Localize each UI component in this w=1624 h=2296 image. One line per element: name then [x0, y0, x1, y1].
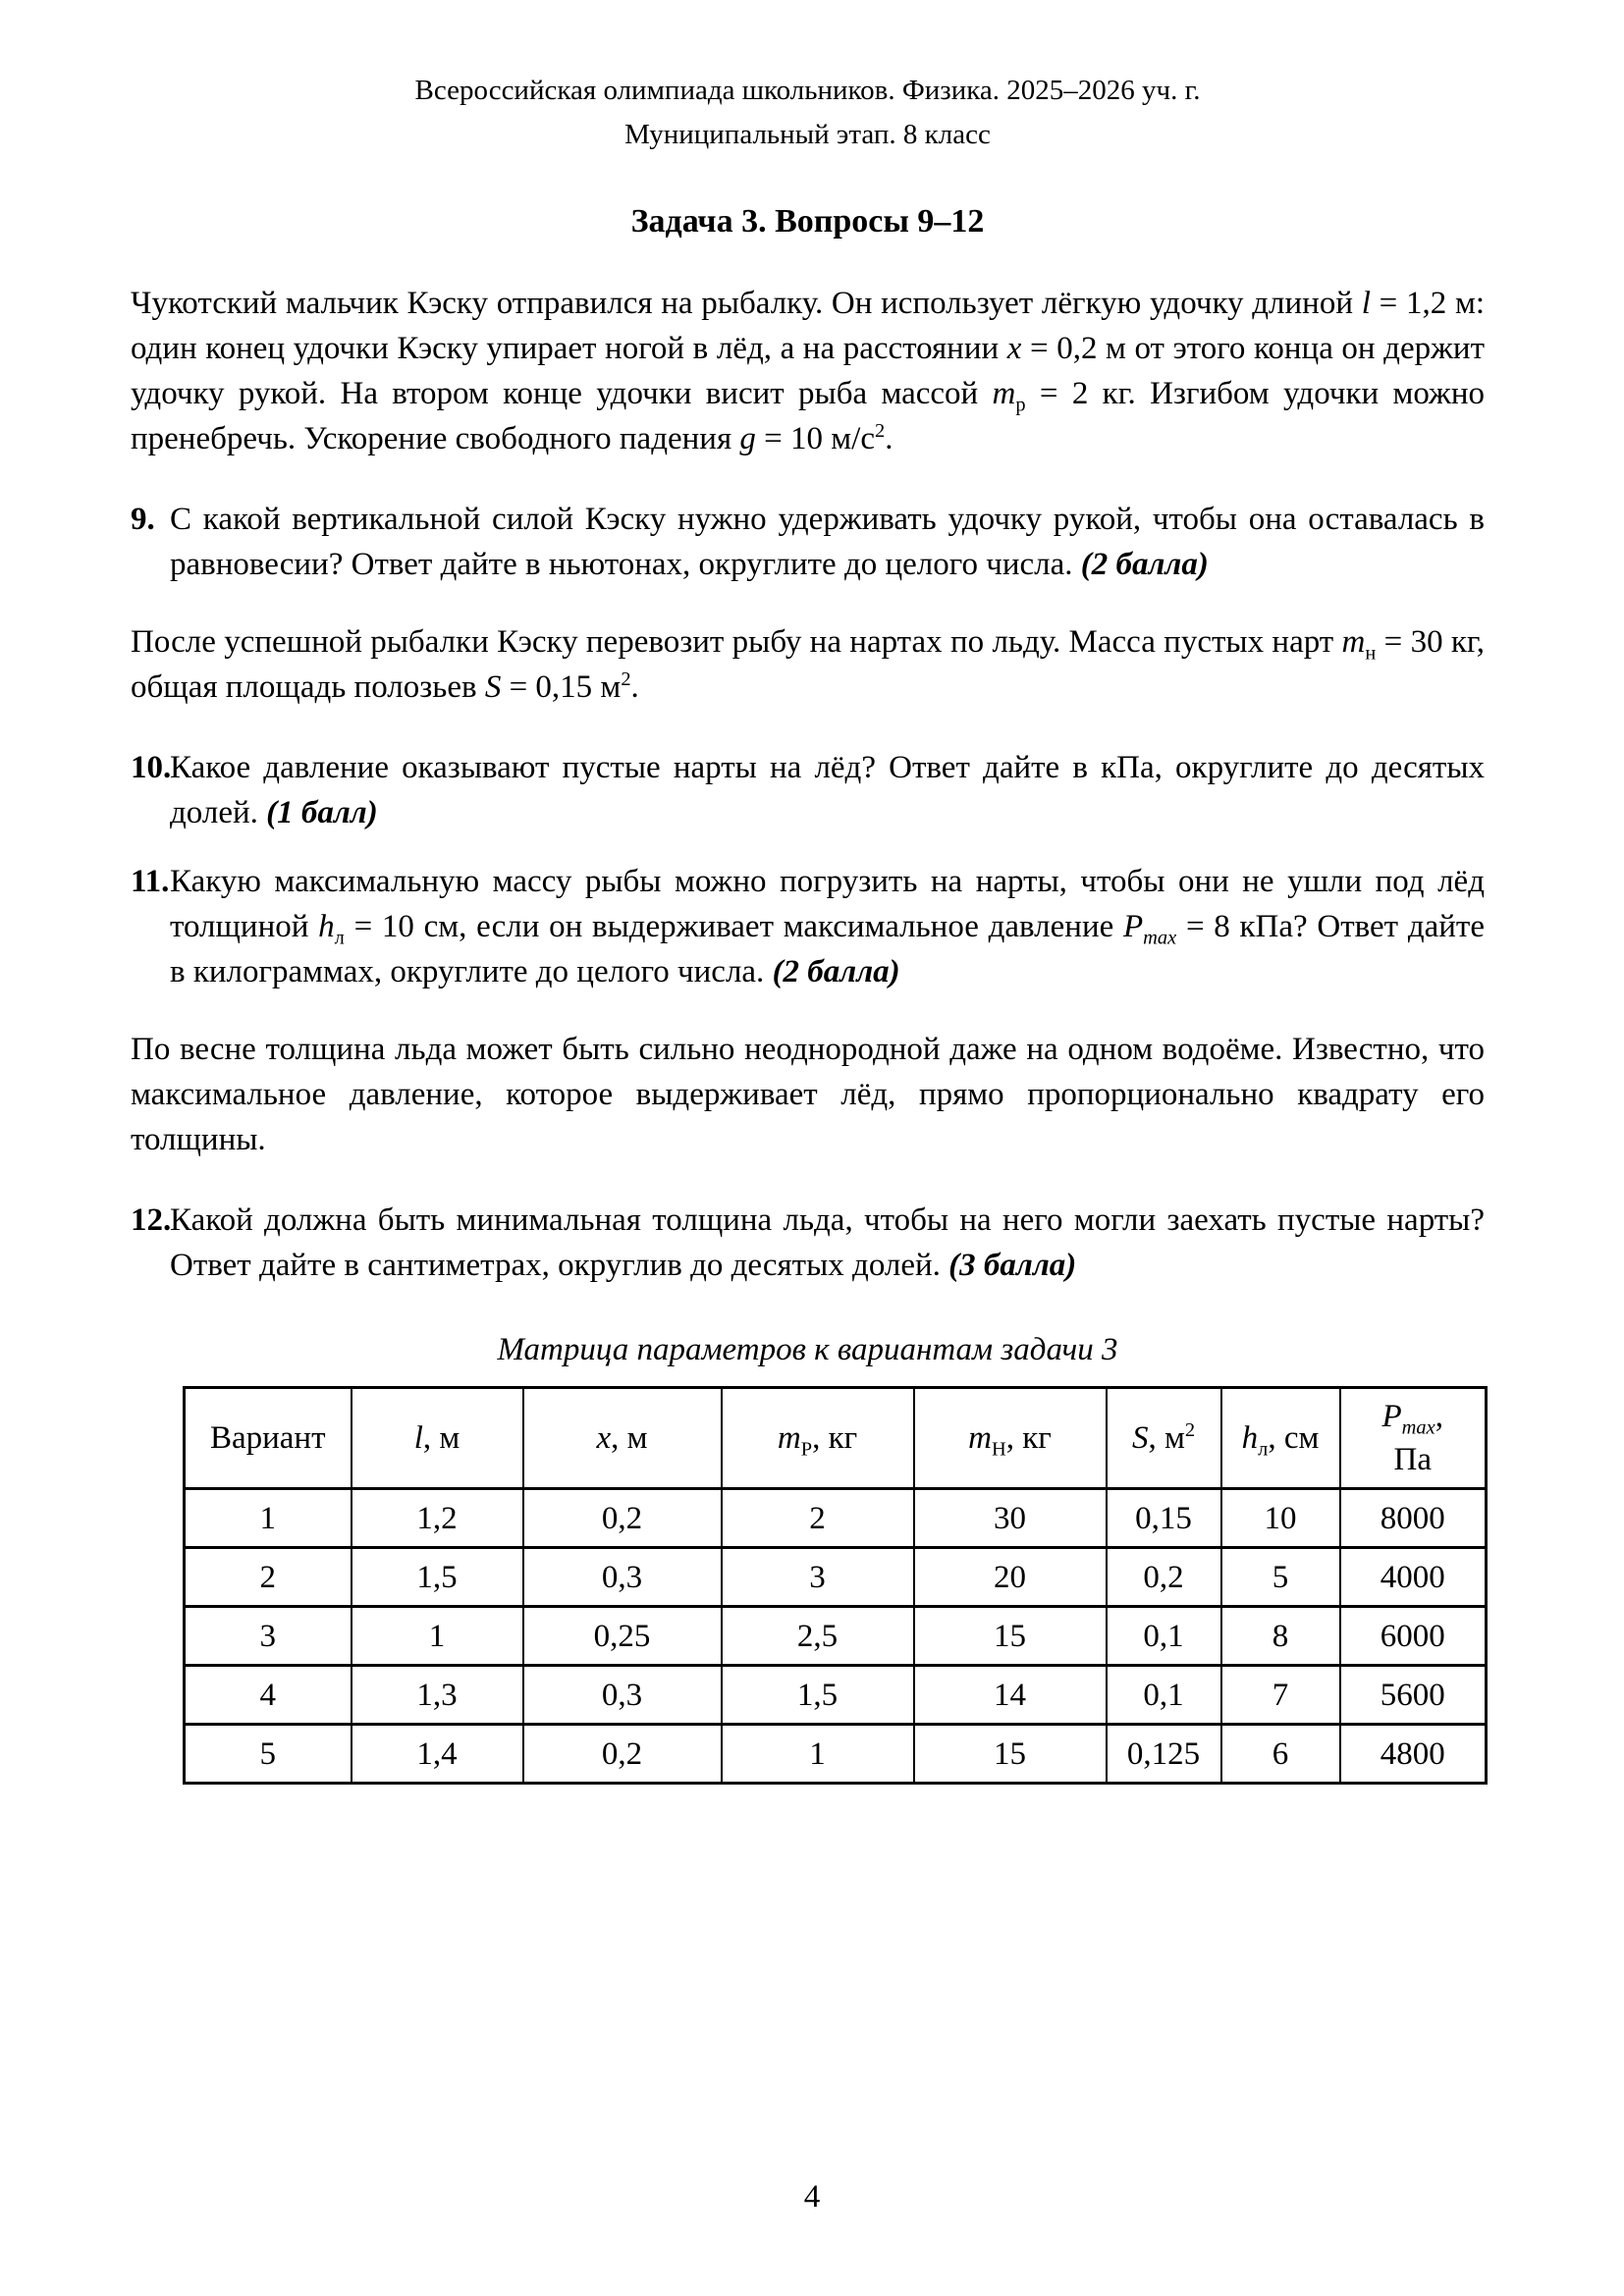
- data-cell: 7: [1221, 1666, 1340, 1725]
- data-cell: 3: [722, 1548, 914, 1607]
- data-cell: 1,4: [352, 1725, 523, 1784]
- parameters-table: [183, 1386, 1488, 1785]
- data-cell: 1: [185, 1489, 352, 1548]
- table-row: [185, 1666, 1487, 1725]
- question-10-text: Какое давление оказывают пустые нарты на лёд? Ответ дайте в кПа, округлите до десятых долей. (1 балл): [170, 750, 1485, 830]
- intro-paragraph-3: По весне толщина льда может быть сильно неоднородной даже на одном водоёме. Известно, что максимальное давление, которое выдерживает лёд, прямо пропорционально квадрату его толщины.: [131, 1032, 1485, 1157]
- question-11: [131, 859, 1485, 994]
- data-cell: 2: [722, 1489, 914, 1548]
- header-cell-mp: $m_Р$, кг: [722, 1388, 914, 1489]
- data-cell: 0,2: [523, 1725, 722, 1784]
- data-cell: 2,5: [722, 1607, 914, 1666]
- question-12: [131, 1198, 1485, 1288]
- data-cell: 8: [1221, 1607, 1340, 1666]
- header-cell-x: x, м: [523, 1388, 722, 1489]
- question-10: [131, 745, 1485, 835]
- question-12-text: Какой должна быть минимальная толщина льда, чтобы на него могли заехать пустые нарты? Ответ дайте в сантиметрах, округлив до десятых долей. (3 балла): [170, 1202, 1485, 1283]
- header-cell-variant: Вариант: [185, 1388, 352, 1489]
- data-cell: 4800: [1340, 1725, 1487, 1784]
- header-cell-mn: $m_Н$, кг: [914, 1388, 1107, 1489]
- data-cell: 0,15: [1107, 1489, 1221, 1548]
- data-cell: 14: [914, 1666, 1107, 1725]
- data-cell: 30: [914, 1489, 1107, 1548]
- data-cell: 0,3: [523, 1666, 722, 1725]
- header-line-2: Муниципальный этап. 8 класс: [624, 119, 991, 150]
- data-cell: 6000: [1340, 1607, 1487, 1666]
- question-9-number: 9.: [131, 502, 155, 537]
- data-cell: 5600: [1340, 1666, 1487, 1725]
- data-cell: 10: [1221, 1489, 1340, 1548]
- question-10-number: 10.: [131, 750, 172, 785]
- data-cell: 0,25: [523, 1607, 722, 1666]
- table-row: [185, 1607, 1487, 1666]
- header-cell-h: $h_л$, см: [1221, 1388, 1340, 1489]
- data-cell: 15: [914, 1607, 1107, 1666]
- table-row: [185, 1489, 1487, 1548]
- data-cell: 20: [914, 1548, 1107, 1607]
- page-number: 4: [803, 2179, 821, 2215]
- data-cell: 1,5: [352, 1548, 523, 1607]
- data-cell: 0,2: [1107, 1548, 1221, 1607]
- question-9: [131, 497, 1485, 587]
- data-cell: 1,2: [352, 1489, 523, 1548]
- data-cell: 0,3: [523, 1548, 722, 1607]
- question-11-number: 11.: [131, 864, 170, 899]
- data-cell: 0,1: [1107, 1666, 1221, 1725]
- question-12-number: 12.: [131, 1202, 172, 1238]
- header-cell-s: S, $м^2$: [1107, 1388, 1221, 1489]
- data-cell: 2: [185, 1548, 352, 1607]
- data-cell: 0,125: [1107, 1725, 1221, 1784]
- data-cell: 1: [722, 1725, 914, 1784]
- data-cell: 6: [1221, 1725, 1340, 1784]
- table-row: [185, 1548, 1487, 1607]
- data-cell: 15: [914, 1725, 1107, 1784]
- task-title: Задача 3. Вопросы 9–12: [630, 203, 985, 240]
- question-9-text: С какой вертикальной силой Кэску нужно удерживать удочку рукой, чтобы она оставалась в равновесии? Ответ дайте в ньютонах, округлите до целого числа. (2 балла): [170, 502, 1485, 582]
- data-cell: 5: [185, 1725, 352, 1784]
- header-cell-l: l, м: [352, 1388, 523, 1489]
- header-line-1: Всероссийская олимпиада школьников. Физика. 2025–2026 уч. г.: [414, 75, 1201, 106]
- table-caption: Матрица параметров к вариантам задачи 3: [497, 1332, 1118, 1367]
- document-header: [131, 69, 1485, 157]
- table-row: [185, 1725, 1487, 1784]
- question-11-text: Какую максимальную массу рыбы можно погрузить на нарты, чтобы они не ушли под лёд толщиной $h_л = 10$ см, если он выдерживает максимальное давление $P_{max} = 8$ кПа? Ответ дайте в килограммах, округлите до целого числа. (2 балла): [170, 864, 1485, 989]
- data-cell: 8000: [1340, 1489, 1487, 1548]
- data-cell: 4: [185, 1666, 352, 1725]
- data-cell: 3: [185, 1607, 352, 1666]
- data-cell: 0,1: [1107, 1607, 1221, 1666]
- data-cell: 1,5: [722, 1666, 914, 1725]
- data-cell: 0,2: [523, 1489, 722, 1548]
- header-cell-pmax: $P_{max}$, Па: [1340, 1388, 1487, 1489]
- data-cell: 1: [352, 1607, 523, 1666]
- data-cell: 1,3: [352, 1666, 523, 1725]
- data-cell: 4000: [1340, 1548, 1487, 1607]
- intro-paragraph-1: Чукотский мальчик Кэску отправился на рыбалку. Он использует лёгкую удочку длиной l = 1,2 м: один конец удочки Кэску упирает ногой в лёд, а на расстоянии x = 0,2 м от этого конца он держит удочку рукой. На втором конце удочки висит рыба массой $m_р = 2$ кг. Изгибом удочки можно пренебречь. Ускорение свободного падения g = 10 $м/с^2$.: [131, 286, 1486, 456]
- intro-paragraph-2: После успешной рыбалки Кэску перевозит рыбу на нартах по льду. Масса пустых нарт $m_н = 30$ кг, общая площадь полозьев S = 0,15 $м^2$.: [131, 624, 1485, 705]
- table-header-row: [185, 1388, 1487, 1489]
- data-cell: 5: [1221, 1548, 1340, 1607]
